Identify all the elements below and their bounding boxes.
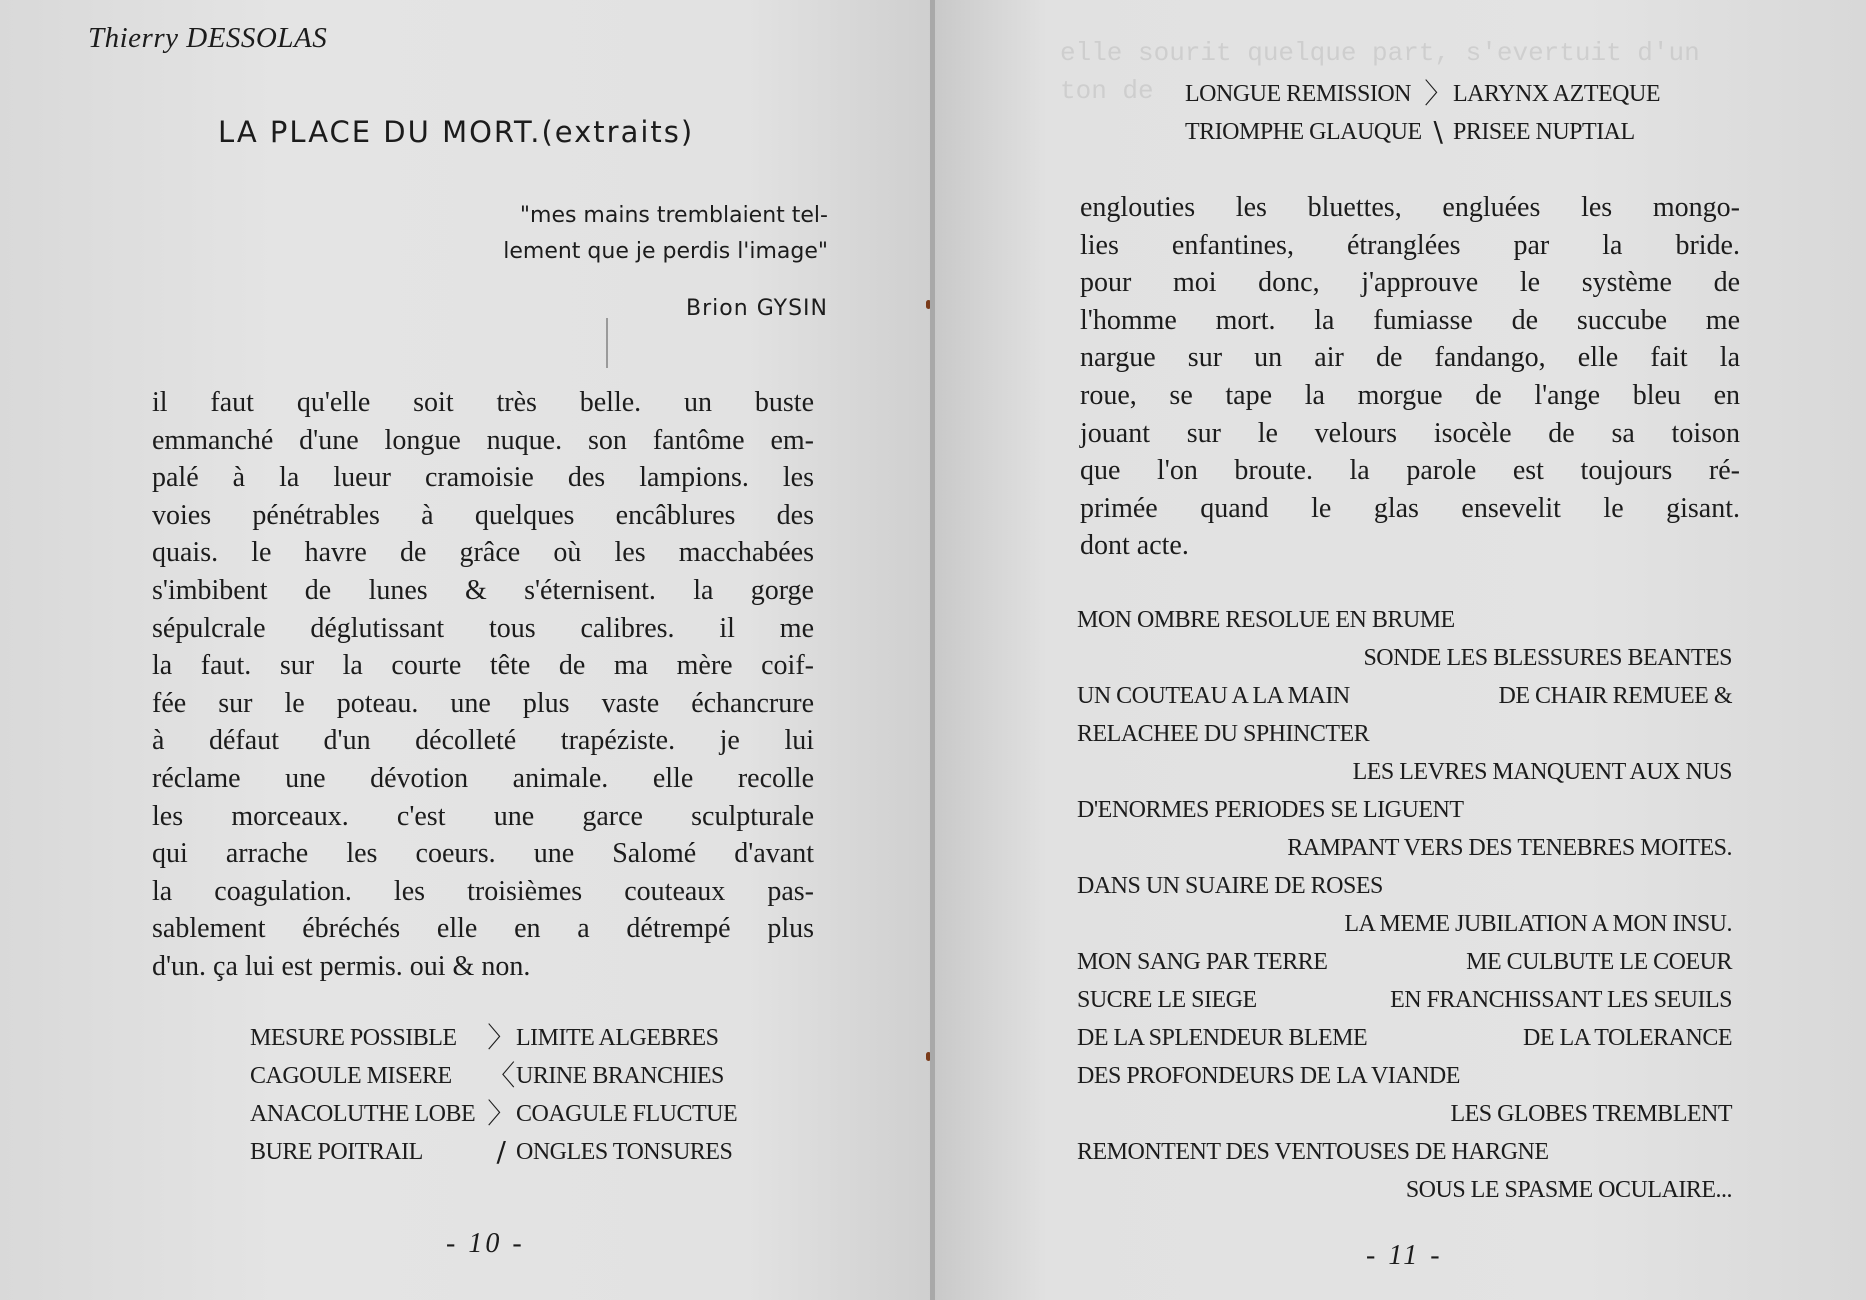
brace-glyph: \	[1433, 115, 1443, 148]
prose-line: englouties les bluettes, engluées les mongo-	[1080, 192, 1740, 223]
poem-title: LA PLACE DU MORT.(extraits)	[218, 115, 695, 149]
grid-right-word: LARYNX AZTEQUE	[1453, 81, 1660, 107]
prose-line: lies enfantines, étranglées par la bride.	[1080, 229, 1740, 261]
pencil-mark	[606, 318, 608, 368]
prose-line: sablement ébréchés elle en a détrempé plus	[152, 913, 814, 945]
bleed-through-text: elle sourit quelque part, s'evertuit d'un	[1060, 38, 1700, 68]
grid-right-word: PRISEE NUPTIAL	[1453, 119, 1635, 145]
prose-line: les morceaux. c'est une garce sculpturale	[152, 800, 814, 832]
right-word-grid	[1185, 75, 1660, 151]
epigraph-author: Brion GYSIN	[686, 296, 828, 321]
verse-line: DE LA SPLENDEUR BLEME	[1077, 1025, 1368, 1051]
prose-line: s'imbibent de lunes & s'éternisent. la gorge	[152, 574, 814, 606]
prose-line: l'homme mort. la fumiasse de succube me	[1080, 304, 1740, 336]
verse-line: RAMPANT VERS DES TENEBRES MOITES.	[1287, 835, 1732, 861]
prose-line: la faut. sur la courte tête de ma mère coif-	[152, 650, 814, 682]
prose-line: que l'on broute. la parole est toujours ré-	[1080, 455, 1740, 487]
prose-line: réclame une dévotion animale. elle recolle	[152, 762, 814, 794]
prose-line: jouant sur le velours isocèle de sa toison	[1080, 417, 1740, 449]
verse-line: LA MEME JUBILATION A MON INSU.	[1344, 911, 1732, 937]
verse-line: LES LEVRES MANQUENT AUX NUS	[1352, 759, 1732, 785]
epigraph-line: lement que je perdis l'image"	[503, 239, 828, 264]
brace-glyph: /	[496, 1135, 506, 1168]
right-prose	[1080, 189, 1740, 565]
grid-left-word: BURE POITRAIL	[250, 1139, 423, 1165]
prose-line: sépulcrale déglutissant tous calibres. il me	[152, 612, 814, 644]
verse-line: LES GLOBES TREMBLENT	[1450, 1101, 1732, 1127]
prose-line: dont acte.	[1080, 530, 1189, 562]
epigraph	[503, 198, 828, 270]
verse-line: RELACHEE DU SPHINCTER	[1077, 721, 1370, 747]
prose-line: quais. le havre de grâce où les macchabées	[152, 537, 814, 569]
brace-glyph: 〉	[487, 1021, 515, 1054]
grid-left-word: TRIOMPHE GLAUQUE	[1185, 119, 1422, 145]
prose-line: roue, se tape la morgue de l'ange bleu en	[1080, 379, 1740, 411]
bleed-through-text: ton de	[1060, 76, 1154, 106]
page-number-right: - 11 -	[1366, 1240, 1443, 1271]
author-name: Thierry DESSOLAS	[88, 22, 328, 54]
grid-right-word: URINE BRANCHIES	[516, 1063, 724, 1089]
prose-line: d'un. ça lui est permis. oui & non.	[152, 950, 531, 982]
brace-glyph: 〉	[487, 1097, 515, 1130]
prose-line: qui arrache les coeurs. une Salomé d'avant	[152, 838, 814, 870]
verse-line: MON OMBRE RESOLUE EN BRUME	[1077, 607, 1455, 633]
grid-right-word: ONGLES TONSURES	[516, 1139, 733, 1165]
prose-line: à défaut d'un décolleté trapéziste. je lui	[152, 725, 814, 757]
verse-line: DE LA TOLERANCE	[1523, 1025, 1732, 1051]
verse-line: SUCRE LE SIEGE	[1077, 987, 1257, 1013]
verse-line: D'ENORMES PERIODES SE LIGUENT	[1077, 797, 1464, 823]
verse-line: EN FRANCHISSANT LES SEUILS	[1390, 987, 1732, 1013]
verse-line: MON SANG PAR TERRE	[1077, 949, 1328, 975]
verse-line: SONDE LES BLESSURES BEANTES	[1363, 645, 1732, 671]
verse-line: REMONTENT DES VENTOUSES DE HARGNE	[1077, 1139, 1549, 1165]
prose-line: la coagulation. les troisièmes couteaux pas-	[152, 875, 814, 907]
prose-line: fée sur le poteau. une plus vaste échancrure	[152, 687, 814, 719]
verse-line: DES PROFONDEURS DE LA VIANDE	[1077, 1063, 1460, 1089]
prose-line: primée quand le glas ensevelit le gisant.	[1080, 492, 1740, 524]
verse-line: SOUS LE SPASME OCULAIRE...	[1405, 1177, 1732, 1203]
prose-line: il faut qu'elle soit très belle. un buste	[152, 387, 814, 418]
prose-line: pour moi donc, j'approuve le système de	[1080, 267, 1740, 299]
prose-line: voies pénétrables à quelques encâblures des	[152, 499, 814, 531]
brace-glyph: 〈	[487, 1059, 515, 1092]
verse-line: ME CULBUTE LE COEUR	[1466, 949, 1732, 975]
grid-right-word: COAGULE FLUCTUE	[516, 1101, 738, 1127]
grid-left-word: MESURE POSSIBLE	[250, 1025, 457, 1051]
epigraph-line: "mes mains tremblaient tel-	[519, 203, 828, 228]
brace-glyph: 〉	[1424, 77, 1452, 110]
verse-line: DE CHAIR REMUEE &	[1498, 683, 1732, 709]
grid-left-word: CAGOULE MISERE	[250, 1063, 452, 1089]
verse-line: UN COUTEAU A LA MAIN	[1077, 683, 1350, 709]
prose-line: palé à la lueur cramoisie des lampions. les	[152, 462, 814, 494]
left-page	[0, 0, 932, 1300]
left-word-grid	[250, 1019, 756, 1171]
grid-left-word: LONGUE REMISSION	[1185, 81, 1411, 107]
grid-right-word: LIMITE ALGEBRES	[516, 1025, 719, 1051]
page-number-left: - 10 -	[446, 1228, 525, 1259]
grid-left-word: ANACOLUTHE LOBE	[250, 1101, 476, 1127]
prose-line: nargue sur un air de fandango, elle fait la	[1080, 342, 1740, 374]
verse-line: DANS UN SUAIRE DE ROSES	[1077, 873, 1383, 899]
left-prose	[152, 384, 814, 986]
prose-line: emmanché d'une longue nuque. son fantôme em-	[152, 424, 814, 456]
